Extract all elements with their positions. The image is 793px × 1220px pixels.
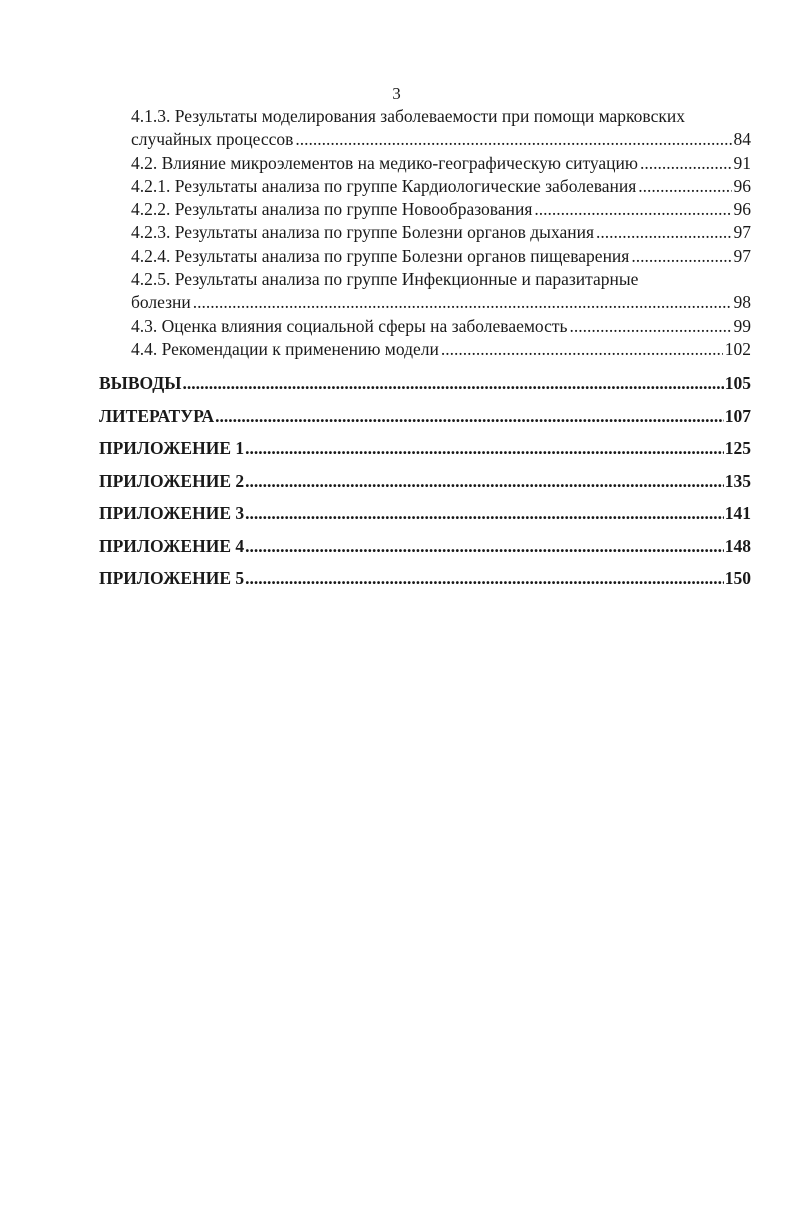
toc-major-title: ПРИЛОЖЕНИЕ 5: [99, 568, 245, 589]
dot-leader: [534, 198, 731, 221]
toc-major-page: 107: [724, 405, 751, 426]
toc-major-prilozhenie-1[interactable]: [99, 432, 751, 465]
toc-entry-page: 97: [733, 222, 751, 243]
toc-entry-page: 91: [733, 152, 751, 173]
toc-major-page: 150: [724, 568, 751, 589]
toc-major-prilozhenie-4[interactable]: [99, 530, 751, 563]
toc-major-page: 148: [724, 535, 751, 556]
toc-entry-title: 4.4. Рекомендации к применению модели: [131, 338, 439, 359]
table-of-contents: [99, 105, 751, 595]
toc-entry-4-2-5[interactable]: [99, 291, 751, 314]
toc-entry-title: 4.2.3. Результаты анализа по группе Болезни органов дыхания: [131, 222, 595, 243]
dot-leader: [596, 221, 731, 244]
toc-entry-4-2-4[interactable]: [99, 245, 751, 268]
dot-leader: [245, 530, 724, 563]
dot-leader: [183, 367, 724, 400]
toc-entry-page: 97: [733, 245, 751, 266]
toc-major-prilozhenie-3[interactable]: [99, 497, 751, 530]
dot-leader: [570, 315, 732, 338]
toc-entry-page: 96: [733, 199, 751, 220]
toc-entry-title: 4.3. Оценка влияния социальной сферы на заболеваемость: [131, 315, 568, 336]
toc-entry-title: 4.2.2. Результаты анализа по группе Новообразования: [131, 199, 533, 220]
toc-entry-4-1-3-line1[interactable]: 4.1.3. Результаты моделирования заболеваемости при помощи марковских: [131, 106, 685, 126]
toc-entry-page: 102: [724, 338, 751, 359]
toc-entry-title: 4.2.1. Результаты анализа по группе Кардиологические заболевания: [131, 175, 637, 196]
toc-entry-page: 84: [733, 129, 751, 150]
toc-entry-title: 4.2. Влияние микроэлементов на медико-географическую ситуацию: [131, 152, 638, 173]
toc-major-page: 105: [724, 373, 751, 394]
toc-entry-page: 99: [733, 315, 751, 336]
dot-leader: [215, 400, 724, 433]
toc-entry-4-2[interactable]: [99, 152, 751, 175]
dot-leader: [245, 497, 724, 530]
toc-entry-4-2-5-line1[interactable]: 4.2.5. Результаты анализа по группе Инфекционные и паразитарные: [131, 269, 639, 290]
dot-leader: [245, 432, 724, 465]
toc-entry-title: случайных процессов: [131, 129, 294, 150]
toc-entry-4-2-3[interactable]: [99, 221, 751, 244]
toc-major-vyvody[interactable]: [99, 367, 751, 400]
dot-leader: [638, 175, 731, 198]
toc-entry-4-1-3[interactable]: [99, 128, 751, 151]
dot-leader: [193, 291, 732, 314]
toc-major-prilozhenie-2[interactable]: [99, 465, 751, 498]
toc-entry-4-3[interactable]: [99, 315, 751, 338]
dot-leader: [245, 465, 724, 498]
toc-entry-page: 98: [733, 292, 751, 313]
page-number: 3: [392, 84, 401, 103]
toc-entry-4-4[interactable]: [99, 338, 751, 361]
dot-leader: [441, 338, 723, 361]
toc-major-title: ВЫВОДЫ: [99, 373, 182, 394]
toc-major-page: 135: [724, 470, 751, 491]
toc-major-title: ПРИЛОЖЕНИЕ 2: [99, 470, 245, 491]
toc-major-page: 141: [724, 503, 751, 524]
dot-leader: [631, 245, 731, 268]
toc-major-title: ЛИТЕРАТУРА: [99, 405, 215, 426]
toc-entry-4-2-2[interactable]: [99, 198, 751, 221]
toc-entry-4-2-1[interactable]: [99, 175, 751, 198]
toc-major-title: ПРИЛОЖЕНИЕ 3: [99, 503, 245, 524]
toc-major-page: 125: [724, 438, 751, 459]
dot-leader: [640, 152, 732, 175]
toc-entry-title: болезни: [131, 292, 191, 313]
toc-major-title: ПРИЛОЖЕНИЕ 1: [99, 438, 245, 459]
dot-leader: [295, 128, 731, 151]
dot-leader: [245, 562, 724, 595]
toc-entry-title: 4.2.4. Результаты анализа по группе Болезни органов пищеварения: [131, 245, 630, 266]
toc-major-title: ПРИЛОЖЕНИЕ 4: [99, 535, 245, 556]
toc-entry-page: 96: [733, 175, 751, 196]
toc-major-prilozhenie-5[interactable]: [99, 562, 751, 595]
toc-major-literatura[interactable]: [99, 400, 751, 433]
